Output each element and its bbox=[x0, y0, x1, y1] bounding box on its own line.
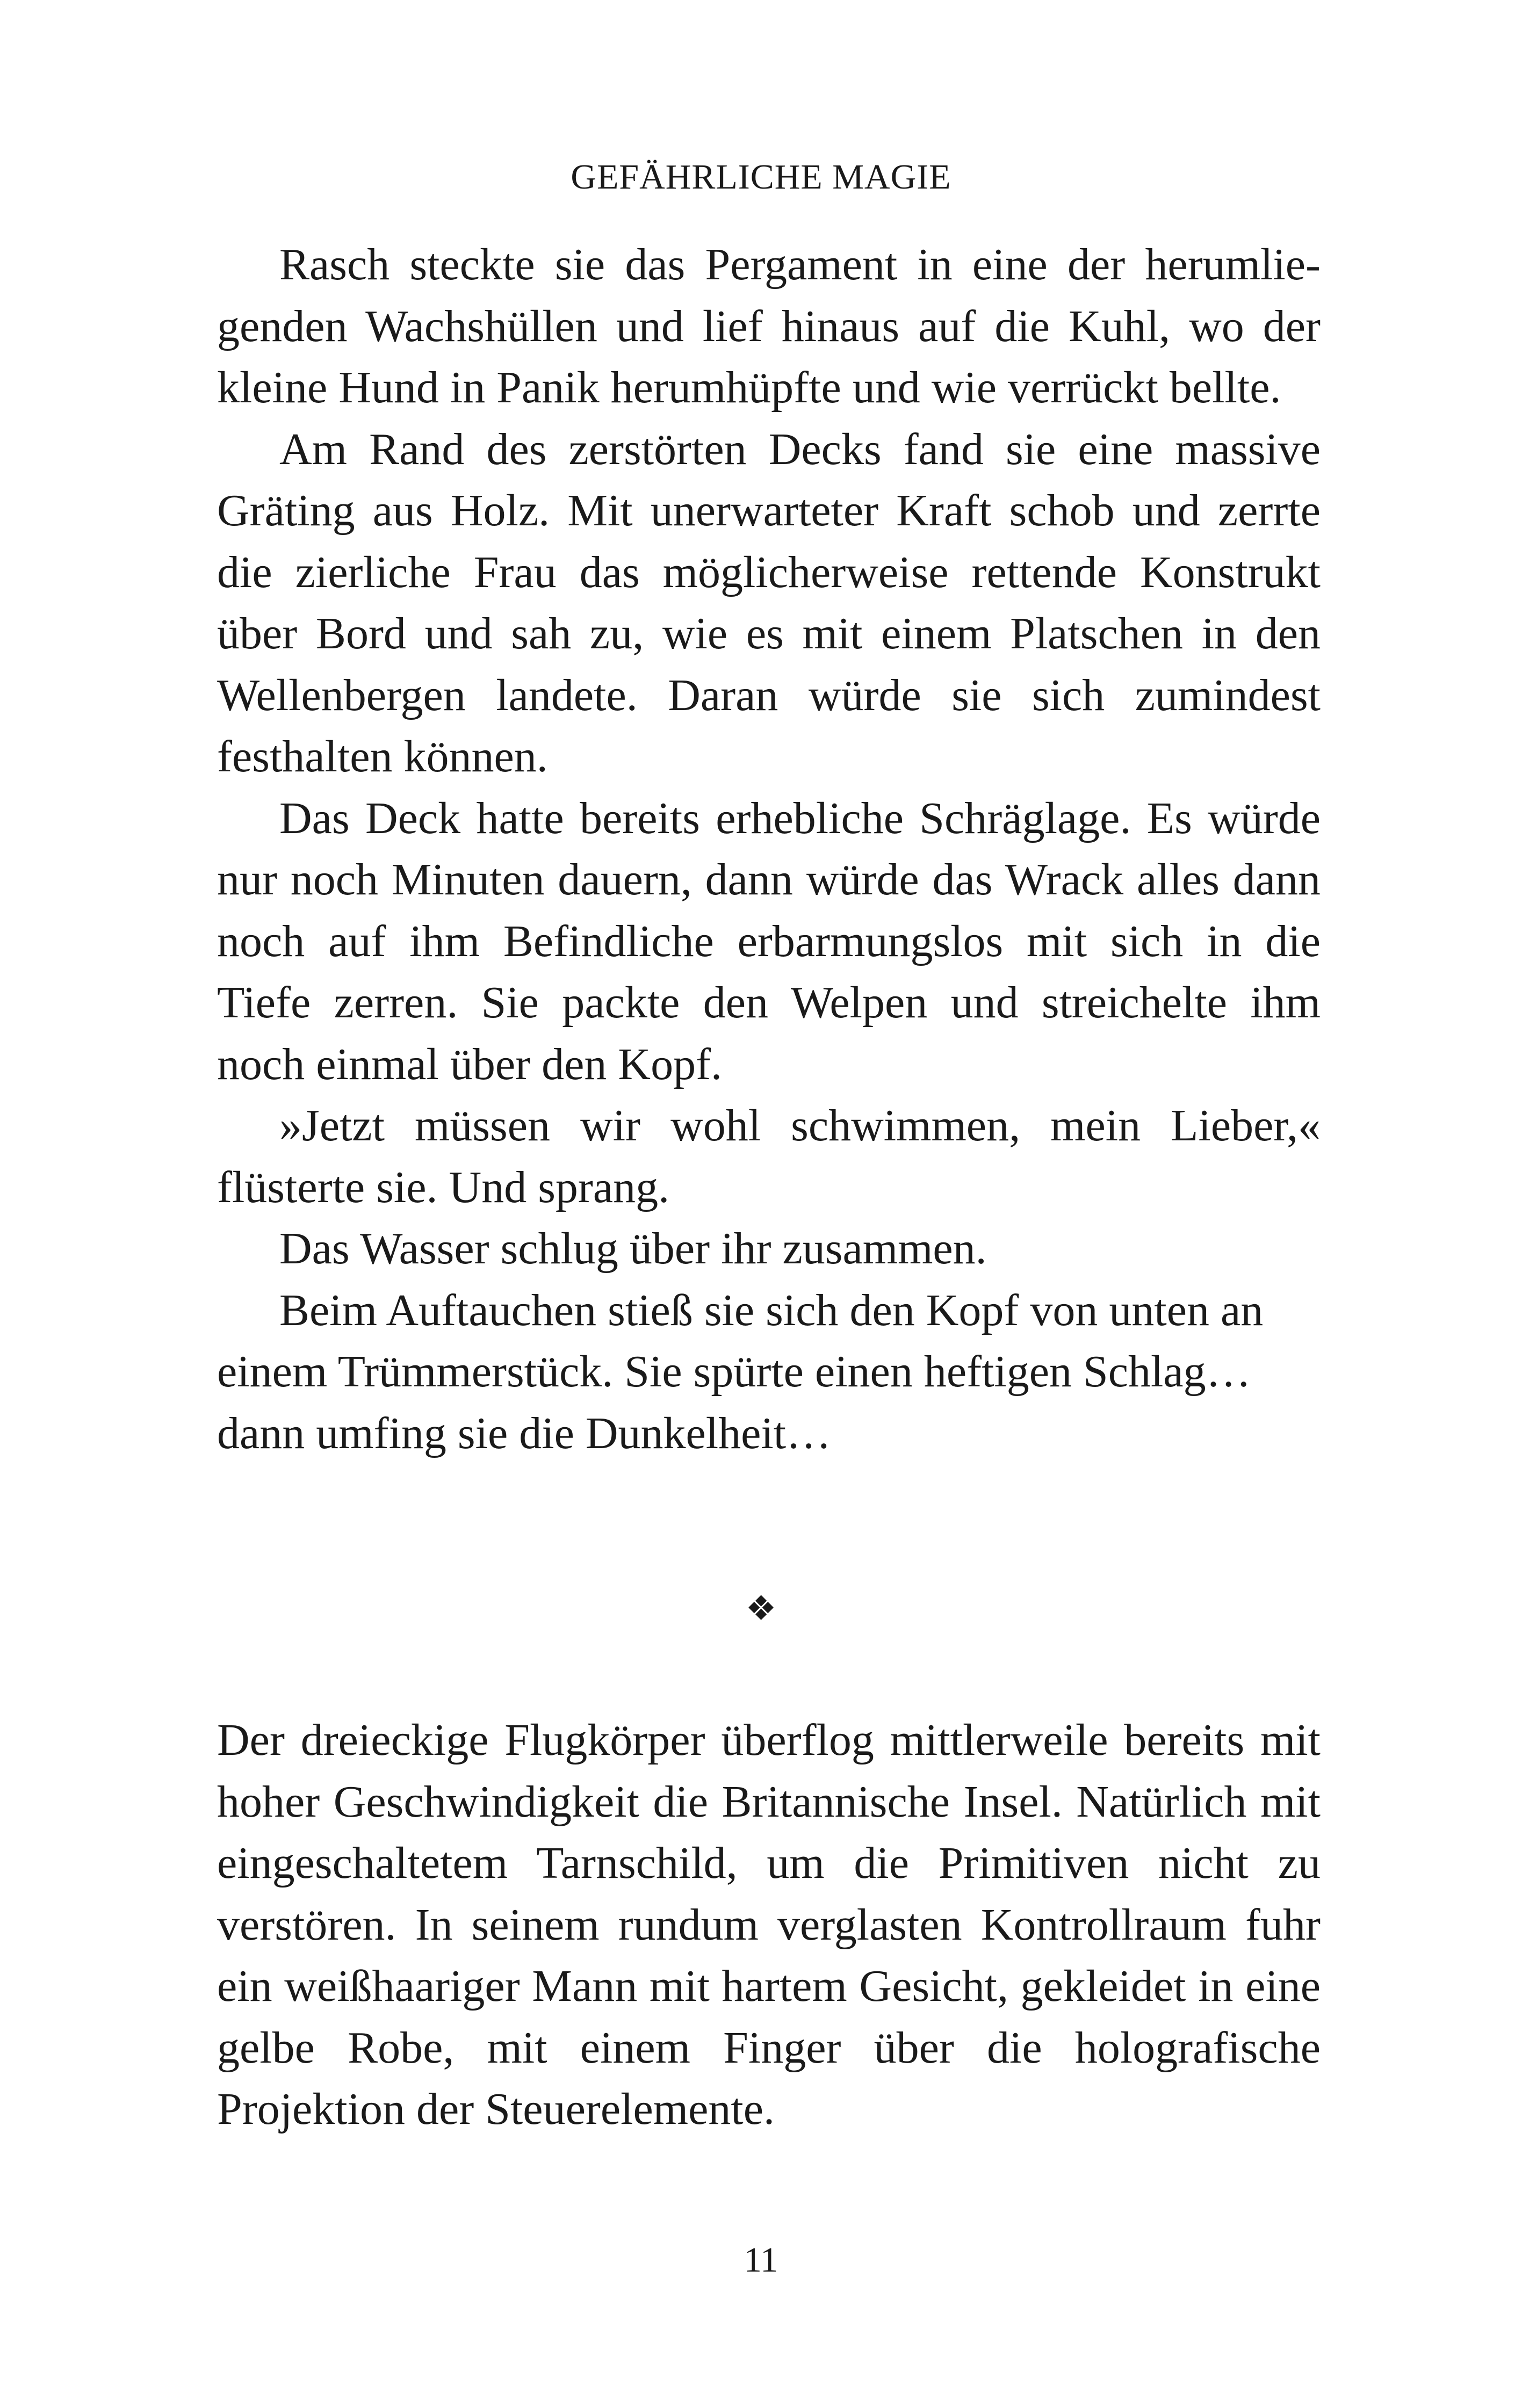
section-break-ornament-icon: ❖ bbox=[745, 1589, 777, 1628]
paragraph: »Jetzt müssen wir wohl schwimmen, mein Lieber,« flüsterte sie. Und sprang. bbox=[217, 1101, 1321, 1212]
paragraph: Das Wasser schlug über ihr zusammen. bbox=[279, 1224, 987, 1274]
running-head: GEFÄHRLICHE MAGIE bbox=[571, 157, 951, 197]
page-number: 11 bbox=[744, 2240, 778, 2280]
paragraph: Der dreieckige Flugkörper überflog mittlerweile bereits mit hoher Geschwindigkeit die Britannische Insel. Natürlich mit eingeschaltetem Tarnschild, um die Primitiven nicht zu verstören. In seinem rundum verglasten Kontrollraum fuhr ein weißhaariger Mann mit hartem Gesicht, gekleidet in eine gelbe Robe, mit einem Finger über die holografische Projektion der Steuerelemente. bbox=[217, 1715, 1321, 2134]
paragraph: Das Deck hatte bereits erhebliche Schräglage. Es würde nur noch Minuten dauern, dann würde das Wrack alles dann noch auf ihm Befindliche erbarmungslos mit sich in die Tiefe zerren. Sie packte den Welpen und streichelte ihm noch einmal über den Kopf. bbox=[217, 793, 1321, 1089]
paragraph: Beim Auftauchen stieß sie sich den Kopf von unten an einem Trümmerstück. Sie spürte einen heftigen Schlag… dann umfing sie die Dunkelheit… bbox=[217, 1285, 1264, 1458]
section-1-text bbox=[217, 234, 1321, 1464]
paragraph: Am Rand des zerstörten Decks fand sie eine massive Gräting aus Holz. Mit unerwarteter Kraft schob und zerrte die zierliche Frau das möglicherweise rettende Konstrukt über Bord und sah zu, wie es mit einem Platschen in den Wellenbergen landete. Daran würde sie sich zumindest festhalten können. bbox=[217, 424, 1321, 782]
section-2-text bbox=[217, 1710, 1321, 2141]
paragraph: Rasch steckte sie das Pergament in eine der herumliegenden Wachshüllen und lief hinaus auf die Kuhl, wo der kleine Hund in Panik herumhüpfte und wie verrückt bellte. bbox=[217, 240, 1321, 413]
